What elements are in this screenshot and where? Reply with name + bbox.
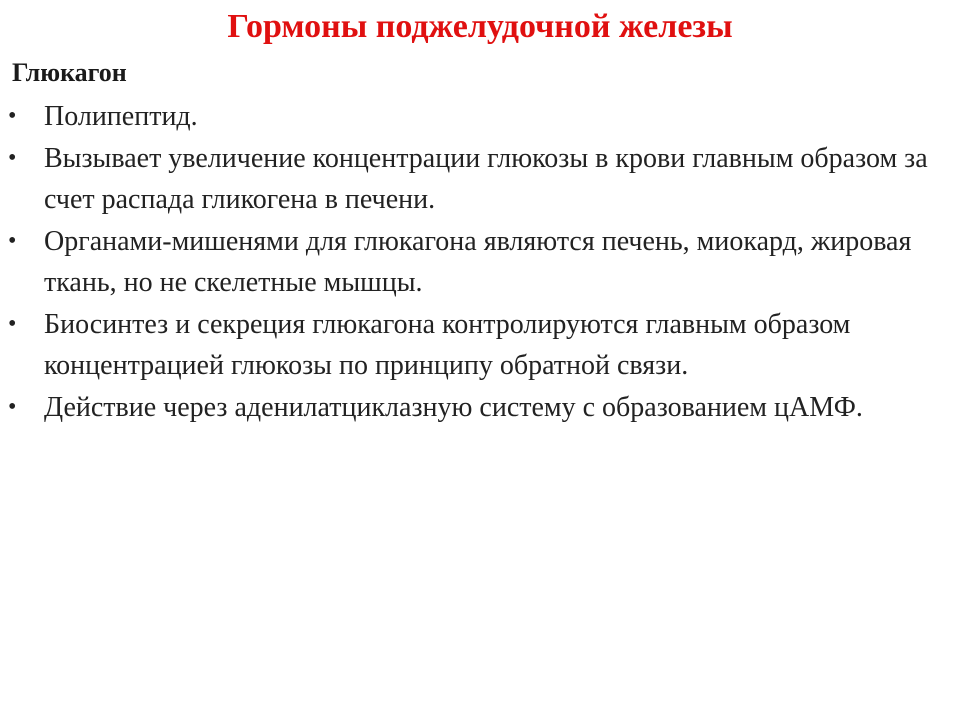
- bullet-icon: •: [8, 311, 17, 337]
- bullet-item: [0, 387, 940, 428]
- bullet-text: Органами-мишенями для глюкагона являются печень, миокард, жировая ткань, но не скелетные мышцы.: [44, 226, 912, 298]
- slide-title: Гормоны поджелудочной железы: [227, 8, 733, 45]
- bullet-item: [0, 221, 940, 303]
- bullet-item: [0, 304, 940, 386]
- bullet-text: Действие через аденилатциклазную систему с образованием цАМФ.: [44, 392, 863, 423]
- bullet-icon: •: [8, 228, 17, 254]
- bullet-icon: •: [8, 145, 17, 171]
- bullet-item: [0, 96, 940, 137]
- bullet-text: Биосинтез и секреция глюкагона контролируются главным образом концентрацией глюкозы по принципу обратной связи.: [44, 309, 851, 381]
- bullet-icon: •: [8, 394, 17, 420]
- bullet-text: Вызывает увеличение концентрации глюкозы в крови главным образом за счет распада гликогена в печени.: [44, 143, 928, 215]
- bullet-text: Полипептид.: [44, 101, 198, 132]
- bullet-list: [0, 96, 940, 429]
- bullet-icon: •: [8, 103, 17, 129]
- bullet-item: [0, 138, 940, 220]
- slide-subtitle: Глюкагон: [12, 58, 127, 87]
